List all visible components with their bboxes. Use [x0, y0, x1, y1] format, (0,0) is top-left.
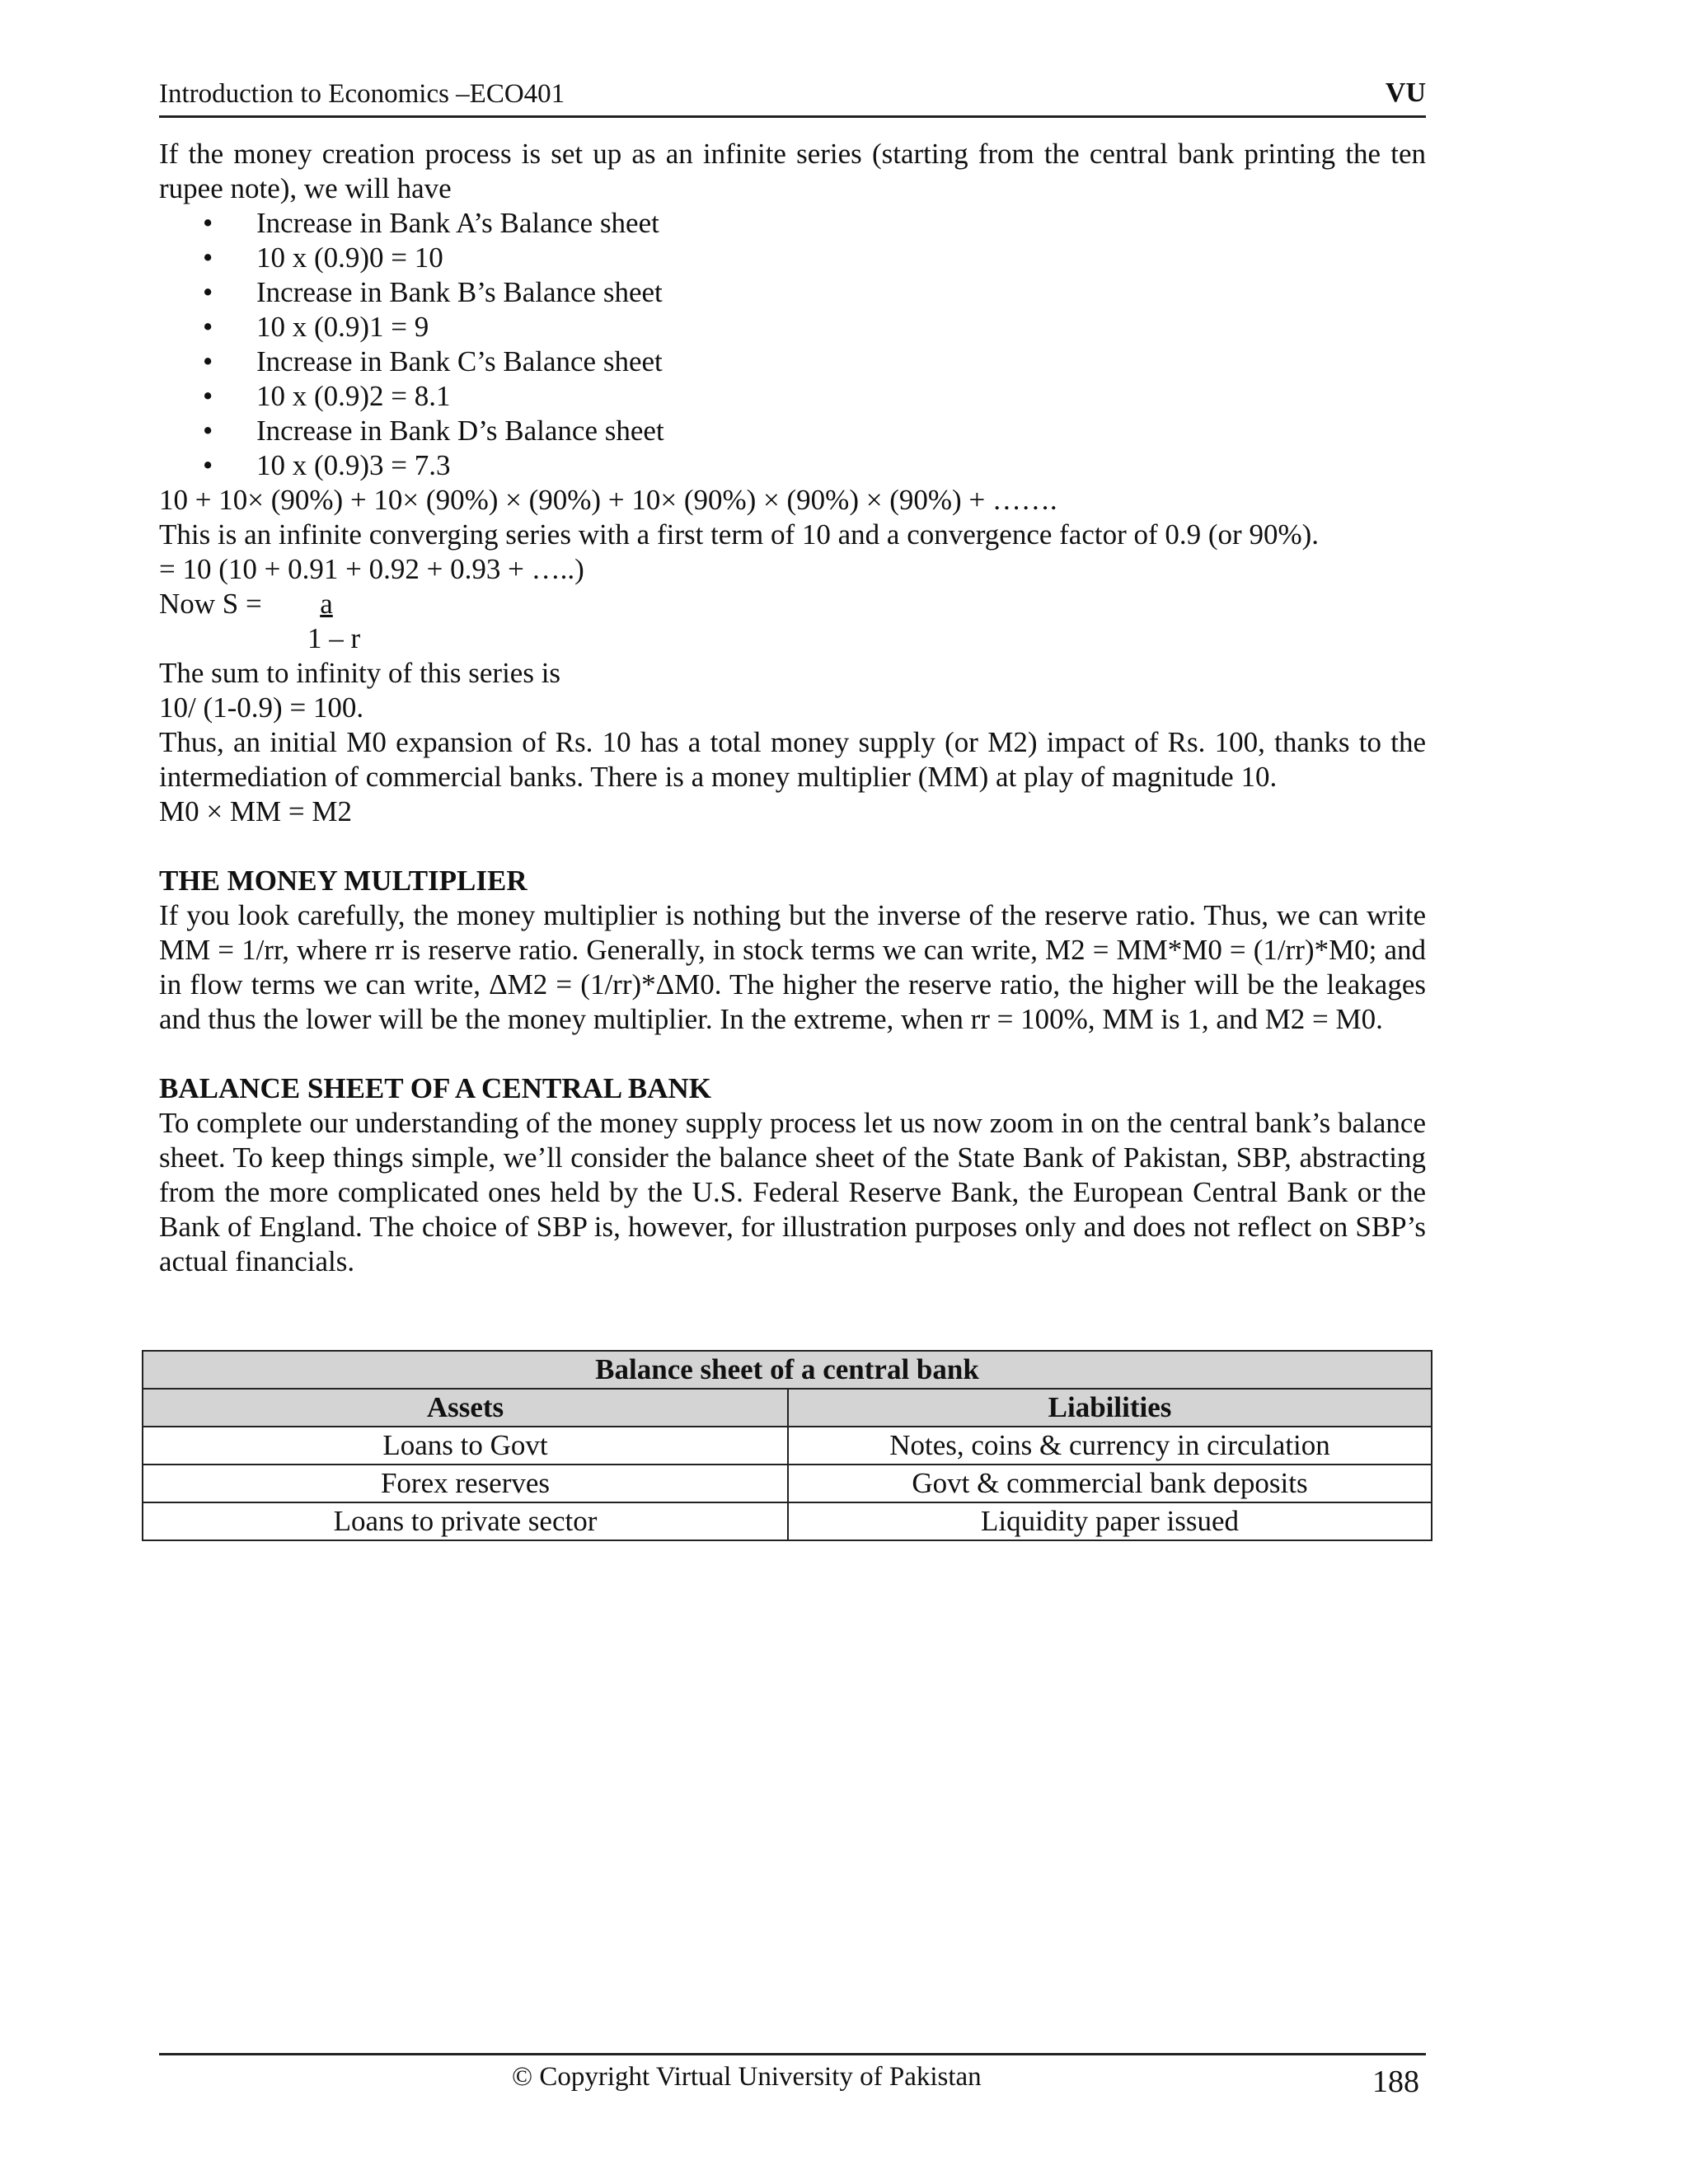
list-item: • Increase in Bank D’s Balance sheet — [203, 415, 664, 447]
series-line: 10 + 10× (90%) + 10× (90%) × (90%) + 10× (90%) × (90%) × (90%) + ……. — [159, 484, 1057, 516]
page-number: 188 — [1372, 2064, 1419, 2099]
sum-line: The sum to infinity of this series is — [159, 657, 561, 689]
bullet-icon: • — [203, 311, 213, 343]
bullet-icon: • — [203, 276, 213, 308]
table-cell: Loans to private sector — [143, 1502, 788, 1540]
list-item: • 10 x (0.9)1 = 9 — [203, 311, 429, 343]
table-cell: Notes, coins & currency in circulation — [788, 1427, 1432, 1465]
course-title: Introduction to Economics –ECO401 — [159, 79, 565, 109]
table-header-row — [143, 1389, 1432, 1427]
column-header-liabilities: Liabilities — [788, 1389, 1432, 1427]
formula-denominator: 1 – r — [307, 622, 361, 654]
sum-formula — [159, 587, 1426, 656]
page-footer — [159, 2053, 1426, 2105]
converging-line: This is an infinite converging series with a first term of 10 and a convergence factor of 0.9 (or 90%). — [159, 518, 1320, 551]
bullet-icon: • — [203, 207, 213, 239]
bullet-icon: • — [203, 380, 213, 412]
formula-numerator: a — [320, 588, 333, 620]
table-row — [143, 1427, 1432, 1465]
table-title: Balance sheet of a central bank — [143, 1351, 1432, 1389]
bullet-icon: • — [203, 345, 213, 377]
table-title-row — [143, 1351, 1432, 1389]
section-heading-multiplier: THE MONEY MULTIPLIER — [159, 865, 528, 897]
balance-sheet-table — [142, 1350, 1432, 1541]
bullet-icon: • — [203, 449, 213, 481]
table-cell: Liquidity paper issued — [788, 1502, 1432, 1540]
intro-paragraph: If the money creation process is set up as an infinite series (starting from the central bank printing the ten rupee note), we will have — [159, 138, 1426, 204]
bullet-icon: • — [203, 241, 213, 274]
vu-brand: VU — [1385, 77, 1426, 108]
multiplier-equation: M0 × MM = M2 — [159, 795, 352, 827]
list-item: • 10 x (0.9)2 = 8.1 — [203, 380, 451, 412]
thus-paragraph: Thus, an initial M0 expansion of Rs. 10 has a total money supply (or M2) impact of Rs. 100, thanks to the intermediation of commercial banks. There is a money multiplier (MM) at play of magnitude 10. — [159, 726, 1426, 793]
table-cell: Govt & commercial bank deposits — [788, 1465, 1432, 1502]
page-header — [159, 76, 1426, 118]
table-row — [143, 1502, 1432, 1540]
formula-lhs: Now S = — [159, 588, 262, 620]
table-cell: Forex reserves — [143, 1465, 788, 1502]
multiplier-paragraph: If you look carefully, the money multiplier is nothing but the inverse of the reserve ratio. Thus, we can write MM = 1/rr, where rr is reserve ratio. Generally, in stock terms we can write, M2 = MM*M0 = (1/rr)*M0; and in flow terms we can write, ΔM2 = (1/rr)*ΔM0. The higher the reserve ratio, the higher will be the leakages and thus the lower will be the money multiplier. In the extreme, when rr = 100%, MM is 1, and M2 = M0. — [159, 899, 1426, 1035]
series-bullet-list — [159, 206, 1426, 483]
table-cell: Loans to Govt — [143, 1427, 788, 1465]
bullet-icon: • — [203, 415, 213, 447]
list-item: • Increase in Bank B’s Balance sheet — [203, 276, 663, 308]
list-item: • Increase in Bank C’s Balance sheet — [203, 345, 663, 377]
list-item: • Increase in Bank A’s Balance sheet — [203, 207, 659, 239]
section-heading-balance-sheet: BALANCE SHEET OF A CENTRAL BANK — [159, 1072, 712, 1104]
column-header-assets: Assets — [143, 1389, 788, 1427]
copyright-text: © Copyright Virtual University of Pakistan — [512, 2062, 982, 2092]
table-row — [143, 1465, 1432, 1502]
sum-value: 10/ (1-0.9) = 100. — [159, 691, 364, 724]
list-item: • 10 x (0.9)3 = 7.3 — [203, 449, 451, 481]
main-content — [159, 137, 1426, 1279]
balance-sheet-paragraph: To complete our understanding of the money supply process let us now zoom in on the central bank’s balance sheet. To keep things simple, we’ll consider the balance sheet of the State Bank of Pakistan, SBP, abstracting from the more complicated ones held by the U.S. Federal Reserve Bank, the European Central Bank or the Bank of England. The choice of SBP is, however, for illustration purposes only and does not reflect on SBP’s actual financials. — [159, 1107, 1426, 1277]
list-item: • 10 x (0.9)0 = 10 — [203, 241, 443, 274]
expansion-line: = 10 (10 + 0.91 + 0.92 + 0.93 + …..) — [159, 553, 584, 585]
